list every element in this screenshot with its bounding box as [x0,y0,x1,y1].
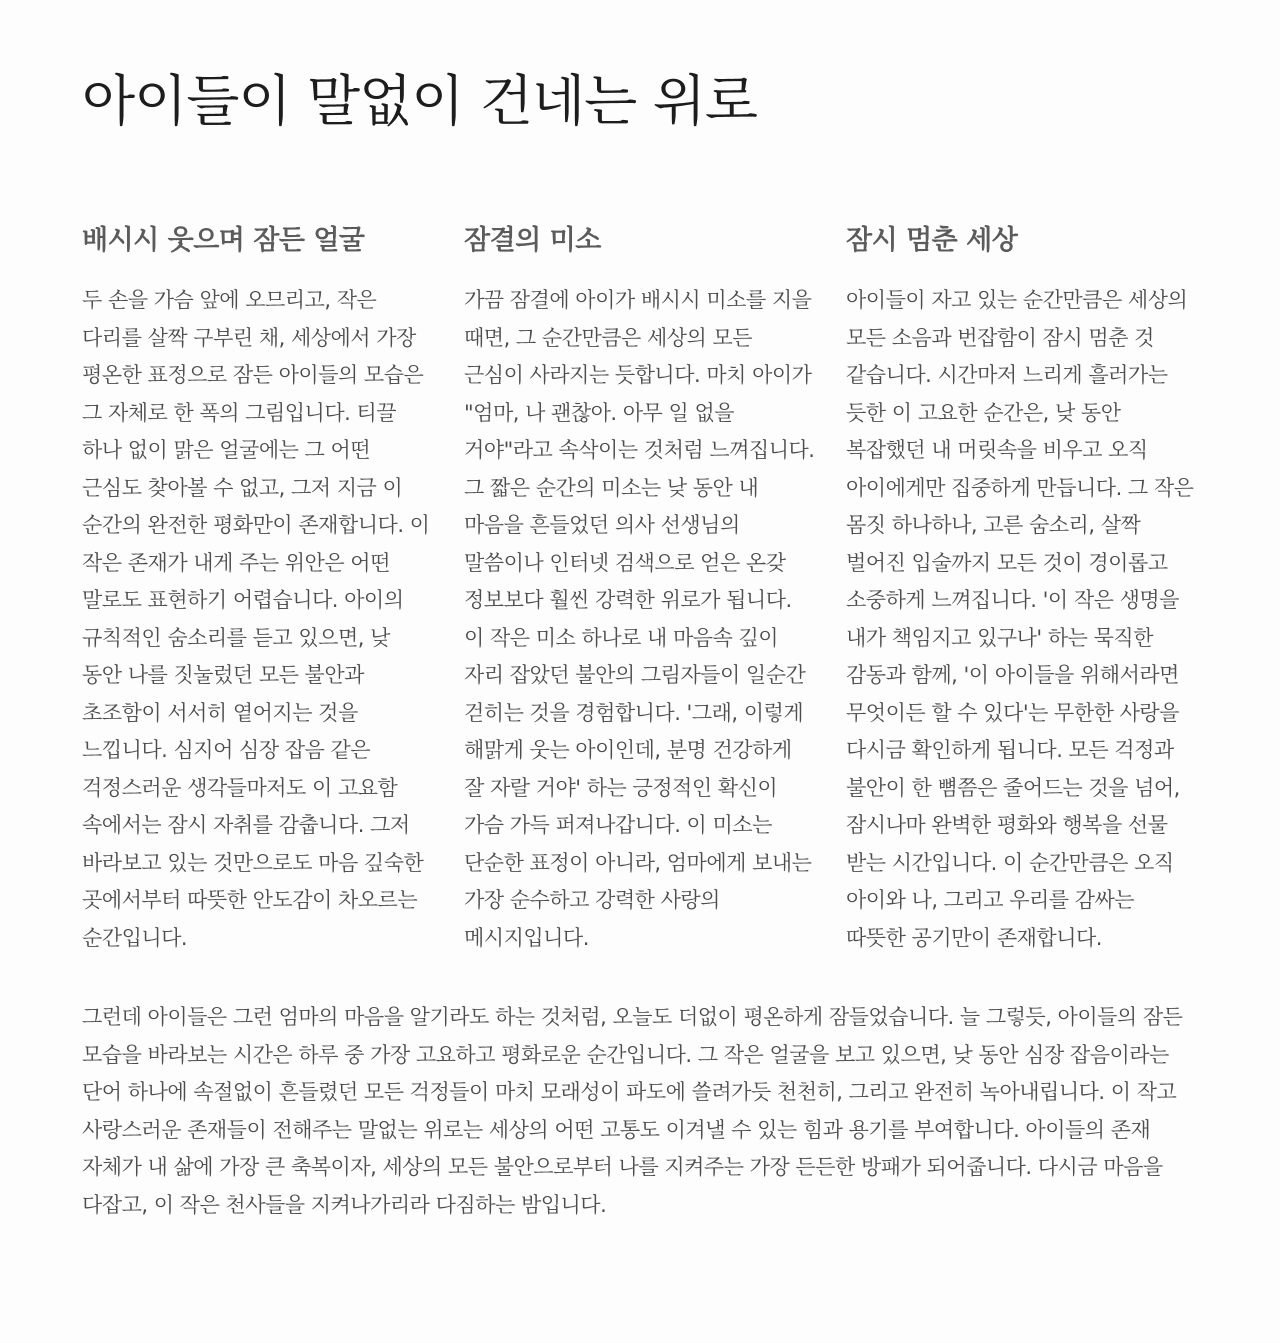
column-heading: 잠시 멈춘 세상 [846,225,1018,256]
closing-paragraph: 그런데 아이들은 그런 엄마의 마음을 알기라도 하는 것처럼, 오늘도 더없이 평온하게 잠들었습니다. 늘 그렇듯, 아이들의 잠든 모습을 바라보는 시간은 하루 중 가장 고요하고 평화로운 순간입니다. 그 작은 얼굴을 보고 있으면, 낮 동안 심장 잡음이라는 단어 하나에 속절없이 흔들렸던 모든 걱정들이 마치 모래성이 파도에 쓸려가듯 천천히, 그리고 완전히 녹아내립니다. 이 작고 사랑스러운 존재들이 전해주는 말없는 위로는 세상의 어떤 고통도 이겨낼 수 있는 힘과 용기를 부여합니다. 아이들의 존재 자체가 내 삶에 가장 큰 축복이자, 세상의 모든 불안으로부터 나를 지켜주는 가장 든든한 방패가 되어줍니다. 다시금 마음을 다잡고, 이 작은 천사들을 지켜나가리라 다짐하는 밤입니다. [82,1005,1183,1217]
page-title: 아이들이 말없이 건네는 위로 [82,69,758,133]
column-body: 두 손을 가슴 앞에 오므리고, 작은 다리를 살짝 구부린 채, 세상에서 가장 평온한 표정으로 잠든 아이들의 모습은 그 자체로 한 폭의 그림입니다. 티끌 하나 없이 맑은 얼굴에는 그 어떤 근심도 찾아볼 수 없고, 그저 지금 이 순간의 완전한 평화만이 존재합니다. 이 작은 존재가 내게 주는 위안은 어떤 말로도 표현하기 어렵습니다. 아이의 규칙적인 숨소리를 듣고 있으면, 낮 동안 나를 짓눌렀던 모든 불안과 초조함이 서서히 옅어지는 것을 느낍니다. 심지어 심장 잡음 같은 걱정스러운 생각들마저도 이 고요함 속에서는 잠시 자취를 감춥니다. 그저 바라보고 있는 것만으로도 마음 깊숙한 곳에서부터 따뜻한 안도감이 차오르는 순간입니다. [82,288,430,950]
column-paused-world [846,222,1198,957]
column-heading: 잠결의 미소 [464,225,601,256]
column-body: 아이들이 자고 있는 순간만큼은 세상의 모든 소음과 번잡함이 잠시 멈춘 것 같습니다. 시간마저 느리게 흘러가는 듯한 이 고요한 순간은, 낮 동안 복잡했던 내 머릿속을 비우고 오직 아이에게만 집중하게 만듭니다. 그 작은 몸짓 하나하나, 고른 숨소리, 살짝 벌어진 입술까지 모든 것이 경이롭고 소중하게 느껴집니다. '이 작은 생명을 내가 책임지고 있구나' 하는 묵직한 감동과 함께, '이 아이들을 위해서라면 무엇이든 할 수 있다'는 무한한 사랑을 다시금 확인하게 됩니다. 모든 걱정과 불안이 한 뼘쯤은 줄어드는 것을 넘어, 잠시나마 완벽한 평화와 행복을 선물 받는 시간입니다. 이 순간만큼은 오직 아이와 나, 그리고 우리를 감싸는 따뜻한 공기만이 존재합니다. [846,288,1194,950]
column-sleeping-face [82,222,434,957]
column-body: 가끔 잠결에 아이가 배시시 미소를 지을 때면, 그 순간만큼은 세상의 모든 근심이 사라지는 듯합니다. 마치 아이가 "엄마, 나 괜찮아. 아무 일 없을 거야"라고 속삭이는 것처럼 느껴집니다. 그 짧은 순간의 미소는 낮 동안 내 마음을 흔들었던 의사 선생님의 말씀이나 인터넷 검색으로 얻은 온갖 정보보다 훨씬 강력한 위로가 됩니다. 이 작은 미소 하나로 내 마음속 깊이 자리 잡았던 불안의 그림자들이 일순간 걷히는 것을 경험합니다. '그래, 이렇게 해맑게 웃는 아이인데, 분명 건강하게 잘 자랄 거야' 하는 긍정적인 확신이 가슴 가득 퍼져나갑니다. 이 미소는 단순한 표정이 아니라, 엄마에게 보내는 가장 순수하고 강력한 사랑의 메시지입니다. [464,288,815,950]
column-heading: 배시시 웃으며 잠든 얼굴 [82,225,365,256]
column-sleep-smile [464,222,816,957]
three-column-section [82,222,1198,957]
